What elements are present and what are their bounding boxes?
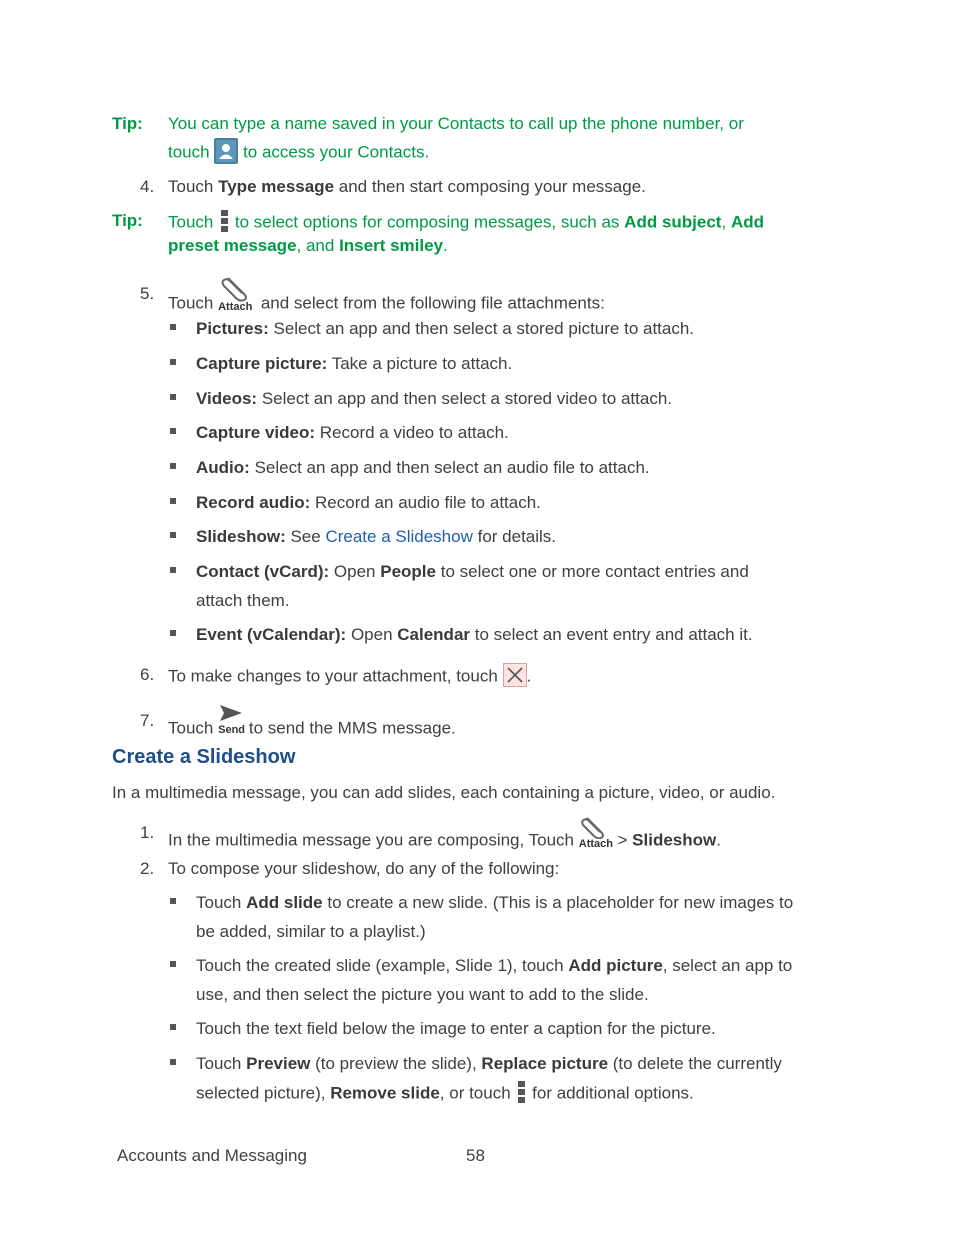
list-item-continued	[196, 1082, 694, 1106]
list-item: Touch the text field below the image to enter a caption for the picture.	[196, 1019, 716, 1038]
bold-term: Slideshow	[632, 830, 717, 850]
text: for details.	[477, 527, 557, 546]
text: to select options for composing messages, such as	[234, 212, 620, 232]
text: Touch	[196, 1054, 242, 1073]
text: .	[716, 830, 721, 850]
list-item	[196, 527, 556, 547]
step-text: To compose your slideshow, do any of the following:	[168, 859, 560, 878]
bullet	[170, 630, 176, 636]
list-item	[196, 562, 749, 582]
bold-term: Calendar	[397, 625, 471, 644]
text: In the multimedia message you are composing, Touch	[168, 830, 575, 850]
text: to select an event entry and attach it.	[474, 625, 753, 644]
section-intro: In a multimedia message, you can add slides, each containing a picture, video, or audio.	[112, 783, 776, 802]
list-item	[196, 625, 753, 645]
text: Touch the created slide (example, Slide 1), touch	[196, 956, 564, 975]
bold-term: Capture video:	[196, 423, 316, 442]
text: To make changes to your attachment, touch	[168, 666, 498, 686]
list-item	[196, 493, 541, 513]
menu-icon	[218, 209, 230, 233]
text: Select an app and then select a stored picture to attach.	[273, 319, 695, 338]
text: .	[443, 236, 448, 255]
text: Open	[333, 562, 376, 581]
bold-term: Videos:	[196, 389, 258, 408]
list-item	[196, 354, 512, 374]
attach-icon-label: Attach	[218, 301, 253, 313]
bullet	[170, 428, 176, 434]
list-item	[196, 956, 792, 976]
send-icon	[218, 703, 244, 739]
contacts-icon	[214, 138, 238, 164]
bullet	[170, 961, 176, 967]
bullet	[170, 1024, 176, 1030]
tip-text-part: touch	[168, 142, 210, 162]
text: (to delete the currently	[612, 1054, 782, 1073]
list-item	[196, 423, 509, 443]
bullet	[170, 324, 176, 330]
text: Record an audio file to attach.	[315, 493, 541, 512]
bold-term: Contact (vCard):	[196, 562, 330, 581]
tip-text-part: to access your Contacts.	[243, 142, 430, 162]
list-item-continued: use, and then select the picture you want to add to the slide.	[196, 985, 649, 1004]
list-item	[196, 893, 793, 913]
text: for additional options.	[532, 1083, 694, 1103]
text: Select an app and then select a stored video to attach.	[261, 389, 672, 408]
section-heading: Create a Slideshow	[112, 746, 296, 768]
text: .	[526, 666, 532, 686]
text: Take a picture to attach.	[331, 354, 513, 373]
bold-term: Remove slide	[330, 1083, 440, 1103]
step-number: 7.	[140, 711, 155, 730]
text: Touch	[168, 177, 214, 196]
bullet	[170, 463, 176, 469]
step-text	[168, 823, 721, 859]
bullet	[170, 567, 176, 573]
text: selected picture),	[196, 1083, 326, 1103]
list-item	[196, 458, 650, 478]
bold-term: Slideshow:	[196, 527, 286, 546]
step-number: 5.	[140, 284, 155, 303]
bold-term: Event (vCalendar):	[196, 625, 347, 644]
list-item	[196, 1054, 782, 1074]
bullet	[170, 1059, 176, 1065]
menu-icon	[515, 1080, 527, 1104]
step-number: 1.	[140, 823, 155, 842]
footer-section: Accounts and Messaging	[117, 1146, 307, 1165]
bold-term: Audio:	[196, 458, 250, 477]
text: Touch	[168, 718, 214, 738]
text: and select from the following file attachments:	[260, 293, 605, 313]
bullet	[170, 359, 176, 365]
bullet	[170, 898, 176, 904]
bullet	[170, 532, 176, 538]
text: Select an app and then select an audio file to attach.	[254, 458, 650, 477]
step-text	[168, 284, 605, 324]
text: Open	[350, 625, 393, 644]
text: , or touch	[439, 1083, 511, 1103]
page-number: 58	[466, 1146, 485, 1165]
list-item	[196, 319, 694, 339]
bold-term: Record audio:	[196, 493, 311, 512]
text: , and	[296, 236, 335, 255]
text: Touch	[168, 293, 214, 313]
bold-term: Insert smiley	[339, 236, 444, 255]
attach-icon	[218, 274, 256, 314]
attach-icon-label: Attach	[578, 838, 613, 850]
create-slideshow-link[interactable]: Create a Slideshow	[325, 527, 473, 546]
tip-text	[168, 236, 448, 256]
step-text	[168, 711, 456, 747]
step-number: 2.	[140, 859, 155, 878]
tip-text	[168, 211, 764, 235]
step-text	[168, 665, 531, 689]
text: ,	[721, 212, 727, 232]
bold-term: Pictures:	[196, 319, 269, 338]
bold-term: Replace picture	[481, 1054, 609, 1073]
text: See	[290, 527, 321, 546]
list-item	[196, 389, 672, 409]
text: Touch	[196, 893, 242, 912]
bold-term: Add picture	[568, 956, 663, 975]
list-item-continued: attach them.	[196, 591, 290, 610]
send-icon-label: Send	[218, 724, 246, 736]
text: >	[617, 830, 628, 850]
bullet	[170, 498, 176, 504]
tip-text	[168, 140, 429, 166]
bullet	[170, 394, 176, 400]
step-number: 4.	[140, 177, 155, 196]
bold-term: Add slide	[246, 893, 323, 912]
tip-label: Tip:	[112, 114, 143, 133]
text: , select an app to	[662, 956, 793, 975]
close-icon	[503, 663, 527, 687]
list-item-continued: be added, similar to a playlist.)	[196, 922, 426, 941]
text: and then start composing your message.	[338, 177, 646, 196]
bold-term: Type message	[218, 177, 335, 196]
bold-term: Preview	[246, 1054, 311, 1073]
text: to create a new slide. (This is a placeholder for new images to	[327, 893, 794, 912]
text: Record a video to attach.	[319, 423, 509, 442]
bold-term: Add	[730, 212, 764, 232]
step-number: 6.	[140, 665, 155, 684]
bold-term: People	[380, 562, 436, 581]
bold-term: Add subject	[624, 212, 722, 232]
text: to select one or more contact entries and	[440, 562, 749, 581]
text: (to preview the slide),	[315, 1054, 477, 1073]
attach-icon	[579, 815, 613, 851]
text: Touch	[168, 212, 214, 232]
tip-text: You can type a name saved in your Contacts to call up the phone number, or	[168, 114, 744, 133]
tip-label: Tip:	[112, 211, 143, 230]
bold-term: Capture picture:	[196, 354, 328, 373]
bold-term: preset message	[168, 236, 297, 255]
text: to send the MMS message.	[248, 718, 456, 738]
step-text	[168, 177, 646, 197]
